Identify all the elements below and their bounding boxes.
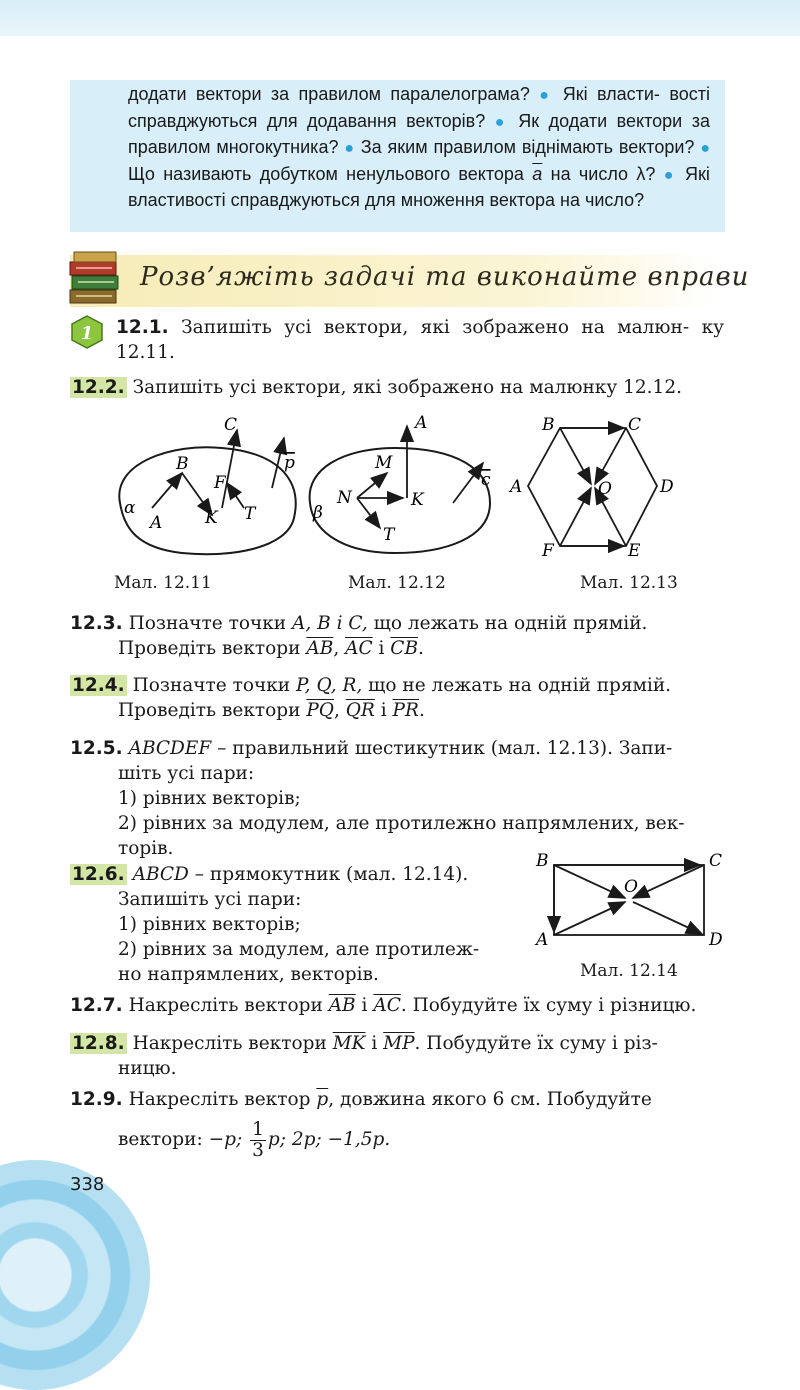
problem-number: 12.4.: [72, 675, 125, 696]
point-K: K: [411, 490, 424, 510]
caption-12-14: Мал. 12.14: [580, 961, 678, 981]
point-A: A: [150, 513, 163, 533]
point-O: O: [624, 877, 638, 897]
q-line3: вектори за правилом многокутника?: [128, 110, 710, 157]
point-O: O: [598, 479, 612, 499]
point-C: C: [224, 415, 238, 435]
q-line1: додати вектори за правилом паралелограма?: [128, 84, 530, 104]
problem-number: 12.8.: [72, 1033, 125, 1054]
expression: −1,5p.: [327, 1129, 391, 1150]
problem-text: ку 12.11.: [116, 317, 725, 363]
vector-c: c: [481, 470, 491, 490]
problem-text: Позначте точки: [132, 675, 291, 696]
problem-text: що не лежать на одній прямій.: [368, 675, 672, 696]
caption-12-12: Мал. 12.12: [348, 573, 446, 593]
problem-12-4: 12.4. Позначте точки P, Q, R, що не лежать на одній прямій. Проведіть вектори $\overline{PQ}$, $\overline{QR}$ і $\overline{PR}$.: [72, 675, 672, 721]
q-line5a: вектора: [458, 163, 524, 184]
point-T: T: [244, 504, 256, 524]
expression: 2p;: [291, 1129, 322, 1150]
figure-12-13: [500, 408, 700, 568]
problem-12-6: [70, 862, 520, 987]
problem-text: що лежать на одній прямій.: [373, 613, 648, 634]
list-item: но напрямлених, векторів.: [118, 964, 379, 985]
problem-number: 12.2.: [72, 377, 125, 398]
point-D: D: [709, 930, 723, 950]
caption-12-11: Мал. 12.11: [114, 573, 212, 593]
problem-text: Запишіть усі пари:: [118, 889, 302, 910]
bullet-icon: ●: [663, 166, 677, 184]
vector-p: p: [284, 453, 295, 473]
q-line4: віднімають вектори?: [521, 137, 695, 157]
points: A, B і C,: [291, 613, 368, 634]
level-badge-icon: [70, 315, 104, 349]
q-line5c: Які властивості справджуються для: [128, 163, 710, 210]
q-line4b: Що називають добутком ненульового: [128, 163, 451, 184]
problem-number: 12.3.: [70, 613, 123, 634]
q-line6: множення вектора на число?: [400, 190, 645, 210]
level-badge-label: 1: [80, 323, 94, 344]
problem-text: шіть усі пари:: [118, 763, 255, 784]
list-item: 2) рівних за модулем, але протилеж-: [118, 939, 480, 960]
problem-text: Накресліть вектори: [132, 1033, 327, 1054]
vector: $\overline{QR}$: [345, 700, 375, 721]
point-T: T: [383, 525, 395, 545]
label-alpha: α: [124, 498, 136, 518]
conjunction: і: [378, 638, 385, 659]
vector: $\overline{AB}$: [306, 638, 334, 659]
q-line2: вості справджуються для додавання векторів?: [128, 84, 710, 131]
problem-12-9-vectors: [118, 1118, 618, 1162]
problem-12-2: [70, 375, 730, 400]
problem-12-7: [70, 993, 730, 1018]
conjunction: і: [371, 1033, 378, 1054]
point-A: A: [415, 413, 428, 433]
point-E: E: [628, 541, 641, 561]
list-item: 2) рівних за модулем, але протилежно напрямлених, век-: [118, 813, 685, 834]
vector: $\overline{MK}$: [332, 1033, 366, 1054]
problem-12-8: [70, 1031, 725, 1081]
vector: $\overline{MP}$: [383, 1033, 415, 1054]
problem-12-5: [70, 736, 725, 861]
point-C: C: [628, 415, 642, 435]
conjunction: і: [361, 995, 368, 1016]
q-line1b: Які власти-: [562, 84, 660, 104]
q-line5b: на число λ?: [550, 163, 656, 184]
denominator: 3: [252, 1139, 264, 1161]
point-C: C: [709, 851, 723, 871]
vector: $\overline{AC}$: [373, 995, 401, 1016]
vector: $\overline{AB}$: [328, 995, 356, 1016]
fraction: [250, 1120, 266, 1161]
section-title: Розв’яжіть задачі та виконайте вправи: [140, 262, 750, 292]
points: P, Q, R,: [295, 675, 363, 696]
point-F: F: [542, 541, 554, 561]
point-B: B: [536, 851, 549, 871]
problem-text: – правильний шестикутник (мал. 12.13). Запи-: [217, 738, 673, 759]
bullet-icon: ●: [344, 140, 355, 157]
problem-text: . Побудуйте їх суму і різ-: [414, 1033, 658, 1054]
point-F: F: [214, 473, 226, 493]
vector-a: $\overline{a}$: [532, 163, 543, 184]
point-N: N: [337, 488, 352, 508]
figure-name: ABCDEF: [128, 738, 212, 759]
top-band: [0, 0, 800, 36]
figure-12-11: [112, 408, 302, 578]
point-A: A: [536, 930, 549, 950]
problem-number: 12.1.: [116, 317, 169, 338]
problem-text: , довжина якого 6 см. Побудуйте: [328, 1089, 652, 1110]
problem-12-9: [70, 1087, 725, 1112]
problem-text: . Побудуйте їх суму і різницю.: [400, 995, 697, 1016]
problem-12-3: 12.3. Позначте точки A, B і C, що лежать на одній прямій. Проведіть вектори $\overline{AB}$, $\overline{AC}$ і $\overline{CB}$.: [70, 613, 648, 659]
problem-number: 12.5.: [70, 738, 123, 759]
problem-12-1: [116, 315, 724, 365]
point-B: B: [542, 415, 555, 435]
q-line2b: Як додати: [518, 110, 608, 131]
problem-text: ницю.: [118, 1058, 177, 1079]
bullet-icon: ●: [539, 87, 554, 104]
vector: $\overline{AC}$: [345, 638, 373, 659]
problem-text: Накресліть вектор: [128, 1089, 311, 1110]
vector: $\overline{CB}$: [390, 638, 419, 659]
figure-12-14: [532, 850, 727, 950]
figure-12-12: [305, 408, 505, 578]
numerator: 1: [252, 1118, 264, 1140]
point-M: M: [375, 453, 393, 473]
problem-text: Проведіть вектори: [118, 638, 301, 659]
books-icon: [68, 250, 124, 308]
page-number: 338: [70, 1174, 105, 1195]
point-B: B: [176, 454, 189, 474]
review-questions-text: [128, 82, 710, 214]
expression: p;: [267, 1129, 286, 1150]
figure-name: ABCD: [132, 864, 189, 885]
conjunction: і: [380, 700, 387, 721]
expression: −p;: [208, 1129, 243, 1150]
problem-number: 12.7.: [70, 995, 123, 1016]
problem-text: – прямокутник (мал. 12.14).: [194, 864, 469, 885]
bullet-icon: ●: [494, 113, 509, 131]
problem-text: вектори:: [118, 1129, 203, 1150]
vector: $\overline{PQ}$: [306, 700, 334, 721]
problem-text: Запишіть усі вектори, які зображено на малюнку 12.12.: [132, 377, 682, 398]
list-item: 1) рівних векторів;: [118, 788, 301, 809]
label-beta: β: [313, 503, 323, 523]
problem-text: Накресліть вектори: [128, 995, 323, 1016]
problem-text: Запишіть усі вектори, які зображено на малюн-: [181, 317, 690, 338]
problem-text: Проведіть вектори: [118, 700, 301, 721]
q-line3b: За яким правилом: [360, 137, 516, 157]
point-A: A: [510, 477, 523, 497]
problem-number: 12.9.: [70, 1089, 123, 1110]
point-D: D: [660, 477, 674, 497]
list-item: 1) рівних векторів;: [118, 914, 301, 935]
caption-12-13: Мал. 12.13: [580, 573, 678, 593]
problem-text: Позначте точки: [128, 613, 287, 634]
point-K: K: [205, 508, 218, 528]
vector: $\overline{PR}$: [392, 700, 419, 721]
problem-number: 12.6.: [72, 864, 125, 885]
vector: $\overline{p}$: [316, 1089, 329, 1110]
bullet-icon: ●: [700, 140, 710, 157]
list-item: торів.: [118, 838, 174, 859]
